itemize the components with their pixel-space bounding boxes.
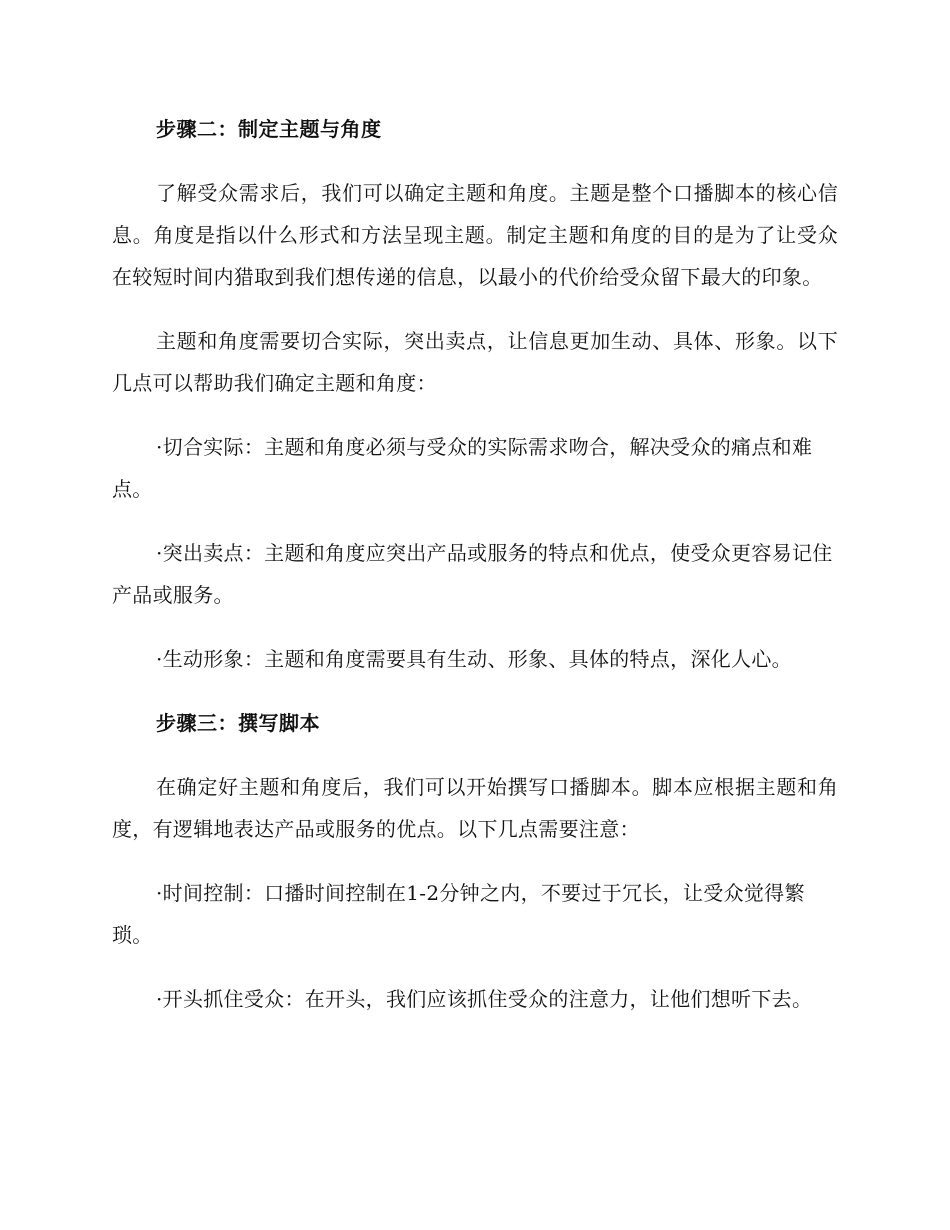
section-heading-step-two: 步骤二：制定主题与角度 [156,117,382,141]
paragraph: 在确定好主题和角度后，我们可以开始撰写口播脚本。脚本应根据主题和角度，有逻辑地表达产品或服务的优点。以下几点需要注意： [112,775,838,841]
bullet-item: ·突出卖点：主题和角度应突出产品或服务的特点和优点，使受众更容易记住产品或服务。 [112,541,833,607]
section-heading-step-three: 步骤三：撰写脚本 [156,711,320,735]
paragraph: 了解受众需求后，我们可以确定主题和角度。主题是整个口播脚本的核心信息。角度是指以什么形式和方法呈现主题。制定主题和角度的目的是为了让受众在较短时间内猎取到我们想传递的信息，以最小的代价给受众留下最大的印象。 [112,181,838,289]
document-page [112,108,838,1042]
paragraph: 主题和角度需要切合实际，突出卖点，让信息更加生动、具体、形象。以下几点可以帮助我们确定主题和角度： [112,329,838,395]
bullet-item: ·生动形象：主题和角度需要具有生动、形象、具体的特点，深化人心。 [156,647,792,671]
bullet-item: ·时间控制：口播时间控制在1-2分钟之内，不要过于冗长，让受众觉得繁琐。 [112,881,805,947]
bullet-item: ·切合实际：主题和角度必须与受众的实际需求吻合，解决受众的痛点和难点。 [112,435,813,501]
bullet-item: ·开头抓住受众：在开头，我们应该抓住受众的注意力，让他们想听下去。 [156,987,813,1011]
